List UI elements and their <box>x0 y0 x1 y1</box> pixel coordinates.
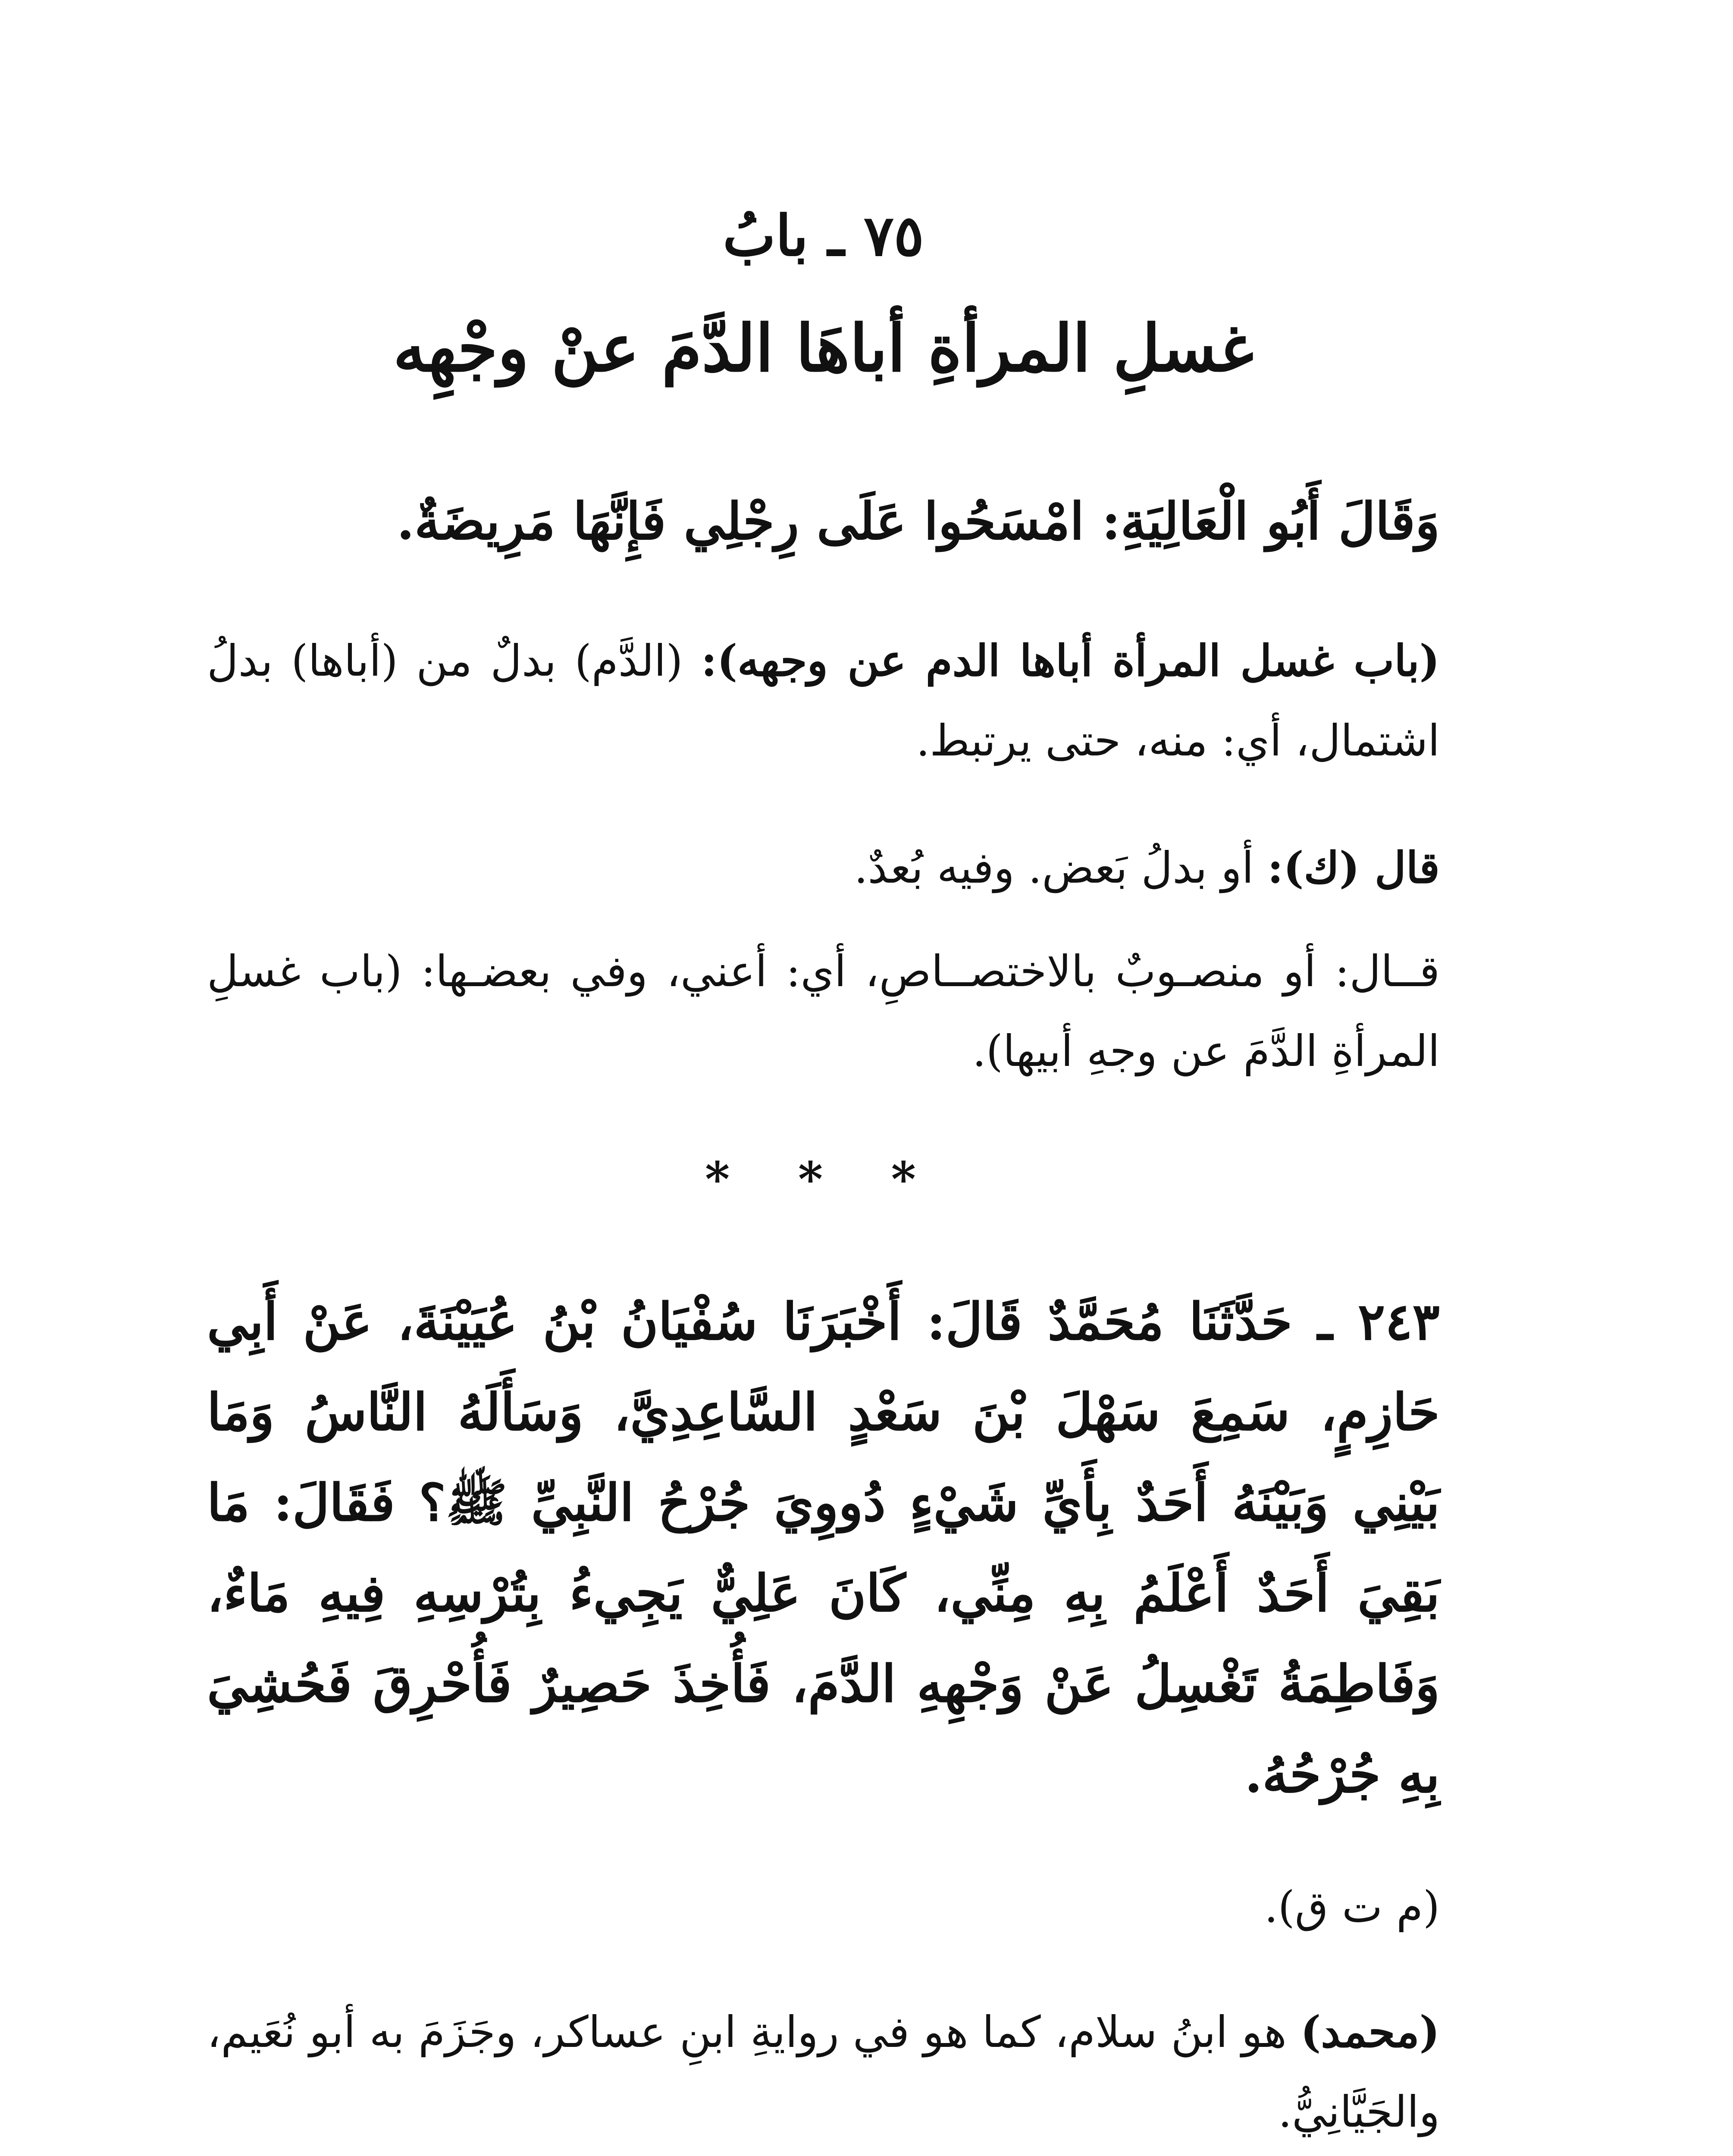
commentary-paragraph <box>207 828 1440 908</box>
hadith-text: ٢٤٣ ـ حَدَّثَنَا مُحَمَّدٌ قَالَ: أَخْبَرَنَا سُفْيَانُ بْنُ عُيَيْنَةَ، عَنْ أَبِي حَازِمٍ، سَمِعَ سَهْلَ بْنَ سَعْدٍ السَّاعِدِيَّ، وَسَأَلَهُ النَّاسُ وَمَا بَيْنِي وَبَيْنَهُ أَحَدٌ بِأَيِّ شَيْءٍ دُووِيَ جُرْحُ النَّبِيِّ ﷺ؟ فَقَالَ: مَا بَقِيَ أَحَدٌ أَعْلَمُ بِهِ مِنِّي، كَانَ عَلِيٌّ يَجِيءُ بِتُرْسِهِ فِيهِ مَاءٌ، وَفَاطِمَةُ تَغْسِلُ عَنْ وَجْهِهِ الدَّمَ، فَأُخِذَ حَصِيرٌ فَأُحْرِقَ فَحُشِيَ بِهِ جُرْحُهُ. <box>207 1291 1440 1805</box>
chapter-number: ٧٥ ـ بابُ <box>723 203 924 269</box>
commentary-lead: (باب غسل المرأة أباها الدم عن وجهه): <box>701 635 1440 686</box>
commentary-paragraph <box>207 1992 1440 2152</box>
commentary-paragraph <box>207 621 1440 780</box>
chapter-title: غسلِ المرأةِ أباهَا الدَّمَ عنْ وجْهِه <box>393 310 1254 386</box>
commentary-paragraph: (م ت ق). <box>1264 1882 1440 1932</box>
commentary-lead: (محمد) <box>1300 2006 1440 2057</box>
quote-abu-al-aliyah: وَقَالَ أَبُو الْعَالِيَةِ: امْسَحُوا عَلَى رِجْلِي فَإِنَّهَا مَرِيضَةٌ. <box>397 491 1440 551</box>
commentary-paragraph: قــال: أو منصـوبٌ بالاختصــاصِ، أي: أعني، وفي بعضـها: (باب غسلِ المرأةِ الدَّمَ عن وجهِ أبيها). <box>207 946 1440 1076</box>
commentary-text: (الدَّم) بدلٌ من (أباها) بدلُ اشتمال، أي: منه، حتى يرتبط. <box>207 636 1440 766</box>
commentary-lead: قال (ك): <box>1267 842 1440 893</box>
section-separator: * * * <box>705 1151 942 1207</box>
commentary-text: أو بدلُ بَعض. وفيه بُعدٌ. <box>854 843 1268 893</box>
commentary-text: هو ابنُ سلام، كما هو في روايةِ ابنِ عساكر، وجَزَمَ به أبو نُعَيم، والجَيَّانِيُّ. <box>207 2007 1440 2137</box>
